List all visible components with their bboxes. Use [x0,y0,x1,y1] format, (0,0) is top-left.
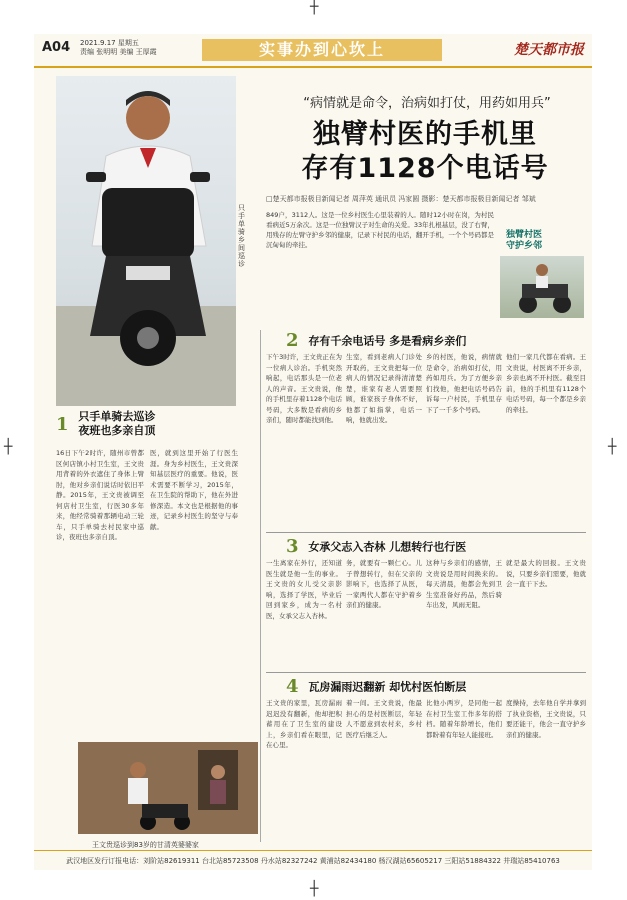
main-photo [56,76,236,406]
home-visit-illustration [78,742,258,834]
section-4-heading [286,676,466,697]
secondary-photo-caption: 王文贵巡诊到83岁的甘清英婆婆家 [92,841,199,849]
headline [270,118,580,186]
column-7: 一生离家在外行，还知道医生就是他一生的事业。王文贵的女儿受父亲影响，选择了学医，毕业后回到家乡，成为一名村医，女承父志入杏林。 [266,559,342,620]
inset-label-2: 守护乡邻 [506,241,543,251]
column-6: 他们一家几代都在看病。王文贵说，村医离不开乡亲，乡亲也离不开村医。截至目前，他的手机里有1128个电话号码，每一个都是乡亲的牵挂。 [506,353,586,414]
headline-line-2: 存有1128个电话号 [301,153,549,184]
pull-quote: “病情就是命令，治病如打仗，用药如用兵” [303,96,551,111]
doctor-on-tricycle-illustration [56,76,236,406]
lead-paragraph: 849户，3112人。这是一位乡村医生心里装着的人。随时12小时在岗，为村民看病近5万余次。这是一位独臂汉子对生命的关爱。33年扎根基层，没了右臂，用残存的左臂守护乡邻的健康，记录下村民的电话，翻开手机，一个个号码都是沉甸甸的牵挂。 [266,211,494,249]
section-1-title-line-1: 只手单骑去巡诊 [78,410,156,423]
column-5: 乡的村医，他说，病情就是命令，治病如打仗，用药如用兵。为了方便乡亲们找他，他把电话号码告诉每一户村民，手机里存下了一千多个号码。 [426,353,502,414]
column-9: 这种与乡亲们的感情，王文贵说是用时间换来的。每天清晨，他都会先到卫生室准备好药品，然后骑车出发，风雨无阻。 [426,559,502,609]
section-1-title-line-2: 夜班也多亲自顶 [78,424,156,437]
section-2-number: 2 [286,330,299,351]
page-header [34,34,592,68]
section-1-number: 1 [56,413,69,435]
column-14: 度操持，去年他自学并拿到了执业资格，王文贵说，只要还能干，他会一直守护乡亲们的健康。 [506,699,586,739]
section-3-heading [286,536,466,557]
column-11: 王文贵的家里，瓦房漏雨迟迟没有翻新，他却把积蓄用在了卫生室的建设上，乡亲们看在眼里，记在心里。 [266,699,342,749]
column-4: 生室，看到老病人门诊处开取药，王文贵把每一位病人的情况记录得清清楚楚，谁家有老人需要照顾，谁家孩子身体不好，他都了如指掌，电话一响，他就出发。 [346,353,422,424]
inset-label [506,230,542,252]
column-3: 下午3时许，王文贵正在为一位病人诊治。手机突然响起，电话那头是一位老人的声音。王文贵说，他的手机里存着1128个电话号码，大多数是看病的乡亲们，随时都能找到他。 [266,353,342,424]
column-12: 着一间。王文贵说，他最担心的是村医断层，年轻人不愿意到农村来，乡村医疗后继乏人。 [346,699,422,739]
crop-mark-top: ┼ [310,0,319,15]
column-10: 就是最大的回报。王文贵说，只要乡亲们需要，他就会一直干下去。 [506,559,586,588]
section-1-heading [56,410,155,438]
section-4-title: 瓦房漏雨迟翻新 却忧村医怕断层 [308,680,467,694]
inset-label-1: 独臂村医 [506,230,543,240]
main-photo-caption: 只手单骑乡间巡诊 [238,204,245,268]
crop-mark-left: ┼ [4,439,13,455]
secondary-photo [78,742,258,834]
page-number: A04 [42,40,71,55]
section-banner: 实事办到心坎上 [202,39,442,61]
column-2: 医，就到这里开始了行医生涯。身为乡村医生，王文贵深知基层医疗的重要。他说，医术需要不断学习，2015年，在卫生院的帮助下，他在外进修深造。本文也是根据他的事迹，记录乡村医生的坚守与奉献。 [150,449,238,531]
section-4-number: 4 [286,676,299,697]
section-2-title: 存有千余电话号 多是看病乡亲们 [308,334,467,348]
crop-mark-bottom: ┼ [310,881,319,897]
section-3-number: 3 [286,536,299,557]
brand-logo: 楚天都市报 [514,42,584,58]
column-divider [260,330,261,842]
crop-mark-right: ┼ [608,439,617,455]
inset-photo [500,256,584,318]
section-rule-2 [266,532,586,533]
footer-contacts: 武汉地区发行订报电话：刘阶站82619311 台北站85723508 丹水站82327242 黄浦站82434180 杨汉湖站65605217 三阳站51884322 井瑞站85410763 [66,857,560,865]
section-2-heading [286,330,466,351]
byline: □楚天都市报极目新闻记者 周萍英 通讯员 冯家圆 摄影：楚天都市报极目新闻记者 邹斌 [266,195,536,203]
footer-rule [34,850,592,851]
section-3-title: 女承父志入杏林 儿想转行也行医 [308,540,467,554]
date-line: 2021.9.17 星期五 [80,39,139,47]
column-13: 比他小两岁，是同他一起在村卫生室工作多年的搭档。随着年龄增长，他们都盼着有年轻人能接班。 [426,699,502,739]
editor-line: 责编 张明明 美编 王厚霞 [80,48,157,56]
column-1: 16日下午2时许，随州市曾都区何店镇小村卫生室，王文贵用背着的外衣遮住了身体上臂肘，他对乡亲们说话时依旧平静。2015年，王文贵被调至何店村卫生室，行医30多年来，他经常骑着那辆电动三轮车，只手单骑去村民家中巡诊，夜班也多亲自顶。 [56,449,144,541]
headline-line-1: 独臂村医的手机里 [313,119,537,150]
tricycle-inset-illustration [500,256,584,318]
newspaper-page [34,34,592,870]
section-rule-3 [266,672,586,673]
column-8: 务，就要有一颗仁心。儿子曾想转行，但在父亲的影响下，也选择了从医，一家两代人都在守护着乡亲们的健康。 [346,559,422,609]
header-meta [80,39,157,57]
